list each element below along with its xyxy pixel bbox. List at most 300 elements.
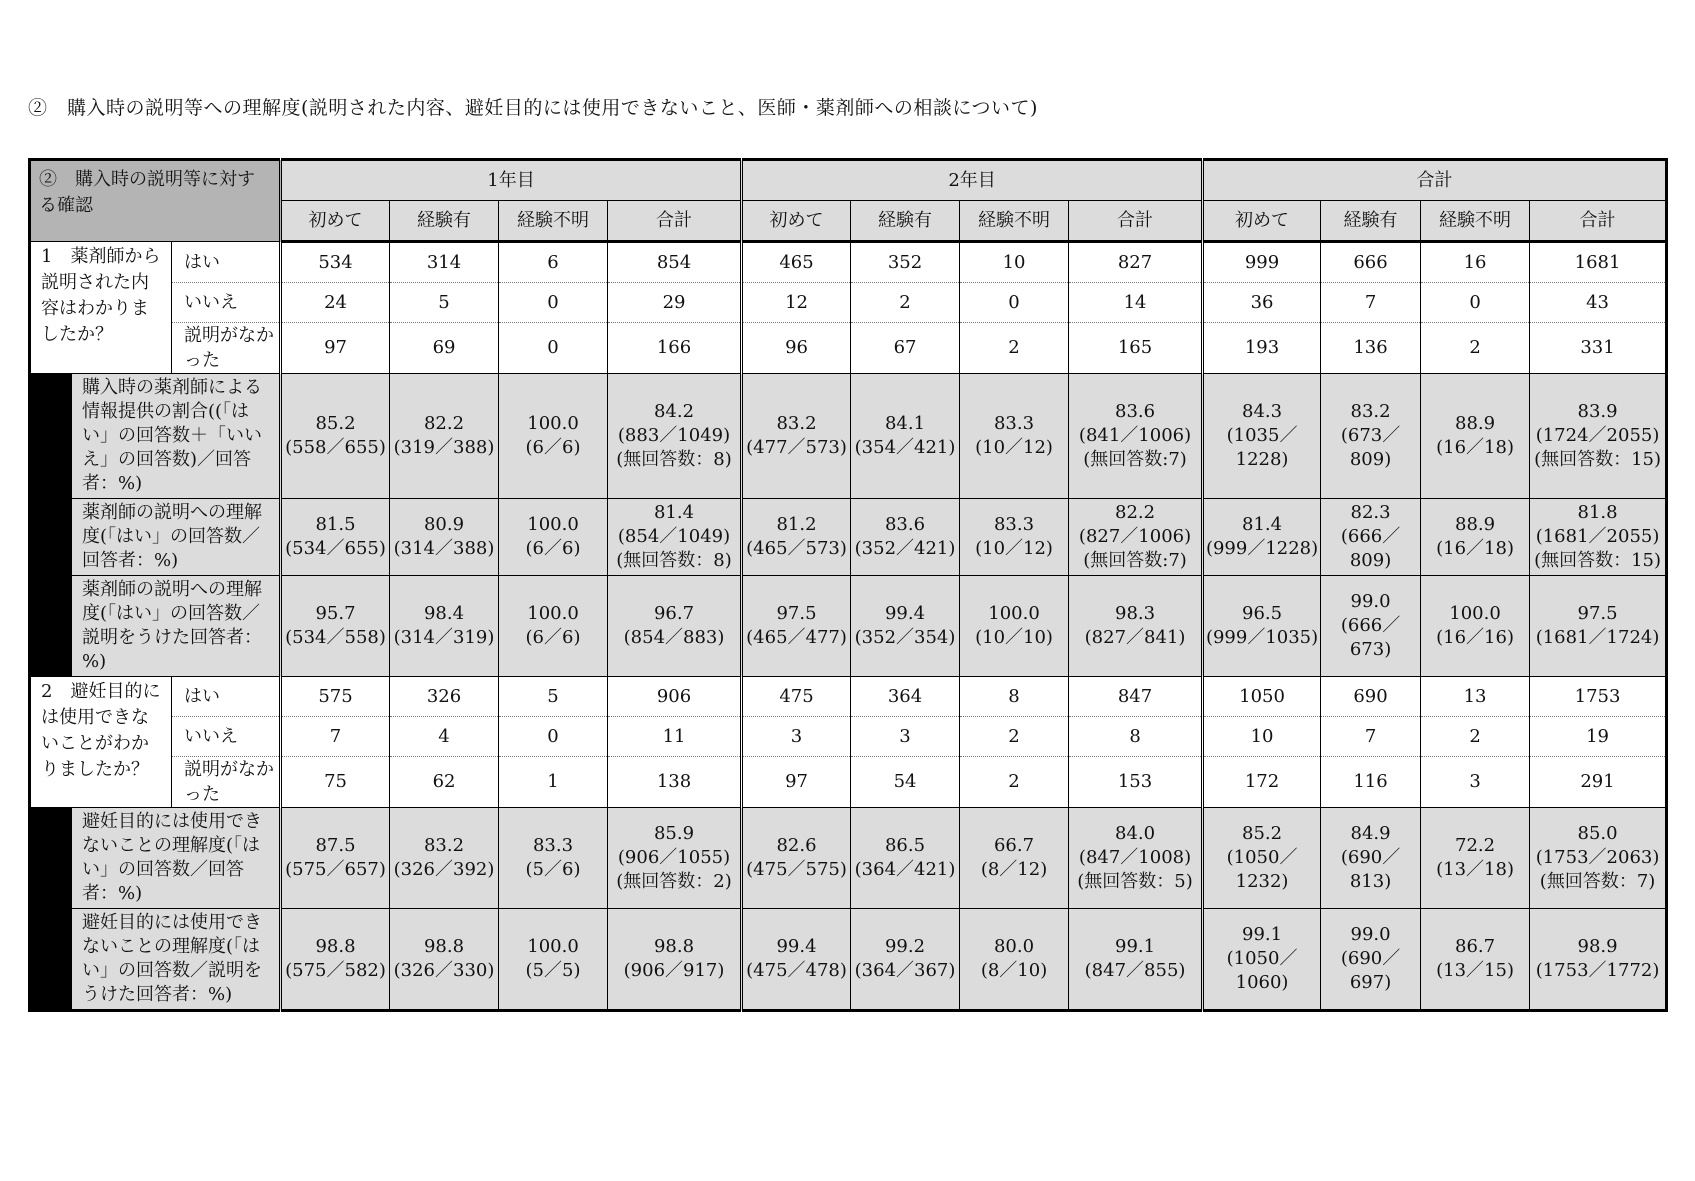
ratio-row [30, 499, 1667, 576]
sub-header: 初めて [281, 201, 390, 242]
ratio-cell [960, 808, 1069, 909]
answer-count: 13 [1421, 677, 1530, 717]
ratio-cell [608, 909, 742, 1011]
ratio-cell [499, 576, 608, 677]
sub-header: 初めて [1203, 201, 1321, 242]
ratio-cell [1530, 576, 1667, 677]
ratio-line: (1681／1724) [1535, 627, 1660, 648]
year-group-header: 1年目 [281, 160, 742, 201]
answer-count: 14 [1069, 283, 1203, 323]
sub-header: 経験有 [1321, 201, 1421, 242]
answer-count: 575 [281, 677, 390, 717]
ratio-line: 81.5 [315, 514, 356, 535]
answer-count: 19 [1530, 717, 1667, 757]
ratio-line: 72.2 [1455, 835, 1496, 856]
ratio-cell [390, 499, 499, 576]
ratio-line: 99.1 [1115, 936, 1156, 957]
answer-count: 2 [1421, 323, 1530, 374]
answer-count: 291 [1530, 757, 1667, 808]
sub-header: 経験不明 [960, 201, 1069, 242]
ratio-line: 81.4 [653, 502, 695, 523]
ratio-cell [1530, 499, 1667, 576]
answer-row [30, 242, 1667, 283]
answer-count: 96 [742, 323, 851, 374]
sub-header: 経験不明 [499, 201, 608, 242]
ratio-line: (319／388) [393, 437, 495, 458]
answer-count: 314 [390, 242, 499, 283]
ratio-line: (16／16) [1436, 627, 1514, 648]
ratio-line: (16／18) [1436, 538, 1514, 559]
answer-count: 2 [960, 757, 1069, 808]
ratio-line: (906／1055) [617, 847, 731, 868]
ratio-row [30, 374, 1667, 499]
ratio-cell [499, 374, 608, 499]
answer-count: 165 [1069, 323, 1203, 374]
ratio-line: (575／582) [285, 960, 386, 981]
results-table [28, 158, 1668, 1012]
answer-count: 465 [742, 242, 851, 283]
ratio-cell [960, 576, 1069, 677]
ratio-cell [742, 909, 851, 1011]
answer-count: 331 [1530, 323, 1667, 374]
ratio-label: 避妊目的には使用できないことの理解度(「はい」の回答数／回答者：%) [72, 808, 281, 909]
ratio-cell [1069, 808, 1203, 909]
answer-count: 827 [1069, 242, 1203, 283]
ratio-cell [1421, 576, 1530, 677]
ratio-line: (465／573) [746, 538, 847, 559]
ratio-cell [1321, 808, 1421, 909]
ratio-line: 82.2 [423, 413, 465, 434]
ratio-row [30, 808, 1667, 909]
ratio-line: (1050／1232) [1226, 847, 1298, 892]
ratio-line: (6／6) [525, 538, 581, 559]
ratio-line: (465／477) [746, 627, 847, 648]
answer-count: 6 [499, 242, 608, 283]
ratio-line: (475／575) [746, 859, 847, 880]
answer-count: 166 [608, 323, 742, 374]
answer-count: 97 [281, 323, 390, 374]
sub-header: 経験不明 [1421, 201, 1530, 242]
answer-label: いいえ [172, 283, 281, 323]
ratio-cell [1203, 576, 1321, 677]
ratio-cell [742, 576, 851, 677]
sub-header: 合計 [1530, 201, 1667, 242]
ratio-line: (1753／2063) [1535, 847, 1660, 868]
ratio-line: (364／421) [854, 859, 956, 880]
ratio-line: (5／6) [525, 859, 581, 880]
ratio-line: (1035／1228) [1226, 425, 1298, 470]
ratio-cell [1530, 909, 1667, 1011]
ratio-line: 83.3 [993, 413, 1035, 434]
ratio-cell [1321, 499, 1421, 576]
sub-header: 経験有 [390, 201, 499, 242]
ratio-cell [1321, 374, 1421, 499]
ratio-line: 97.5 [776, 603, 817, 624]
ratio-line: 81.4 [1242, 514, 1283, 535]
ratio-cell [742, 808, 851, 909]
answer-count: 10 [960, 242, 1069, 283]
answer-count: 0 [499, 283, 608, 323]
ratio-cell [851, 576, 960, 677]
ratio-line: (477／573) [746, 437, 847, 458]
ratio-cell [1203, 909, 1321, 1011]
answer-count: 1753 [1530, 677, 1667, 717]
ratio-line: (6／6) [525, 627, 581, 648]
ratio-line: 85.2 [315, 413, 356, 434]
ratio-line: 85.2 [1242, 823, 1283, 844]
ratio-cell [499, 808, 608, 909]
answer-count: 153 [1069, 757, 1203, 808]
ratio-line: (847／1008) [1078, 847, 1192, 868]
answer-count: 193 [1203, 323, 1321, 374]
ratio-line: 82.3 [1350, 502, 1391, 523]
ratio-row [30, 909, 1667, 1011]
ratio-line: 84.3 [1242, 401, 1283, 422]
ratio-line: (841／1006) [1078, 425, 1192, 446]
answer-count: 3 [851, 717, 960, 757]
ratio-line: 98.8 [315, 936, 356, 957]
answer-count: 29 [608, 283, 742, 323]
ratio-cell [1069, 576, 1203, 677]
answer-count: 475 [742, 677, 851, 717]
ratio-cell [1069, 374, 1203, 499]
ratio-line: 88.9 [1455, 514, 1496, 535]
ratio-line: (666／673) [1340, 615, 1401, 660]
ratio-line: 97.5 [1577, 603, 1618, 624]
answer-count: 847 [1069, 677, 1203, 717]
ratio-line: (10／12) [975, 437, 1053, 458]
ratio-line: 100.0 [527, 603, 579, 624]
ratio-line: (666／809) [1340, 526, 1401, 571]
ratio-cell [1203, 499, 1321, 576]
answer-count: 43 [1530, 283, 1667, 323]
ratio-cell [851, 374, 960, 499]
ratio-line: 82.6 [776, 835, 817, 856]
ratio-label: 薬剤師の説明への理解度(「はい」の回答数／説明をうけた回答者：%) [72, 576, 281, 677]
sub-header: 経験有 [851, 201, 960, 242]
ratio-cell [281, 808, 390, 909]
ratio-line: (10／10) [975, 627, 1053, 648]
ratio-line: (314／319) [393, 627, 495, 648]
ratio-line: 85.0 [1577, 823, 1618, 844]
ratio-cell [390, 808, 499, 909]
answer-count: 2 [851, 283, 960, 323]
ratio-line: (575／657) [285, 859, 386, 880]
answer-count: 999 [1203, 242, 1321, 283]
ratio-line: 83.2 [1350, 401, 1391, 422]
year-group-header: 合計 [1203, 160, 1667, 201]
answer-count: 2 [960, 717, 1069, 757]
ratio-cell [1421, 374, 1530, 499]
answer-count: 3 [1421, 757, 1530, 808]
ratio-cell [1069, 499, 1203, 576]
answer-label: はい [172, 677, 281, 717]
answer-count: 7 [281, 717, 390, 757]
ratio-line: 100.0 [988, 603, 1040, 624]
ratio-line: 100.0 [527, 413, 579, 434]
answer-count: 4 [390, 717, 499, 757]
answer-count: 0 [499, 323, 608, 374]
ratio-cell [1321, 576, 1421, 677]
ratio-line: 100.0 [1449, 603, 1501, 624]
answer-label: はい [172, 242, 281, 283]
ratio-label: 購入時の薬剤師による情報提供の割合((「はい」の回答数＋「いいえ」の回答数)／回答者：%) [72, 374, 281, 499]
ratio-line: (854／883) [623, 627, 725, 648]
answer-count: 906 [608, 677, 742, 717]
ratio-cell [608, 499, 742, 576]
ratio-cell [281, 909, 390, 1011]
ratio-cell [390, 374, 499, 499]
ratio-line: (無回答数：5) [1077, 871, 1193, 892]
ratio-line: 99.4 [776, 936, 817, 957]
ratio-line: (673／809) [1340, 425, 1401, 470]
ratio-line: (364／367) [854, 960, 956, 981]
ratio-line: 86.7 [1455, 936, 1496, 957]
ratio-line: 84.2 [653, 401, 695, 422]
answer-count: 1681 [1530, 242, 1667, 283]
answer-count: 54 [851, 757, 960, 808]
ratio-row [30, 576, 1667, 677]
answer-count: 352 [851, 242, 960, 283]
ratio-line: (352／421) [854, 538, 956, 559]
ratio-cell [499, 499, 608, 576]
ratio-line: (326／392) [393, 859, 495, 880]
ratio-line: 99.0 [1350, 591, 1391, 612]
answer-count: 2 [1421, 717, 1530, 757]
ratio-line: 83.2 [776, 413, 817, 434]
ratio-line: (8／12) [980, 859, 1048, 880]
ratio-line: (6／6) [525, 437, 581, 458]
year-group-header: 2年目 [742, 160, 1203, 201]
ratio-line: 83.2 [423, 835, 465, 856]
ratio-line: (無回答数：7) [1539, 871, 1656, 892]
ratio-line: (534／655) [285, 538, 386, 559]
ratio-line: 84.9 [1350, 823, 1391, 844]
ratio-line: 87.5 [315, 835, 356, 856]
ratio-cell [851, 808, 960, 909]
question-label: 1 薬剤師から説明された内容はわかりましたか？ [30, 242, 172, 374]
answer-count: 69 [390, 323, 499, 374]
ratio-line: (無回答数:7) [1083, 550, 1187, 571]
ratio-line: (無回答数：2) [616, 871, 732, 892]
ratio-line: 81.8 [1577, 502, 1618, 523]
answer-label: 説明がなかった [172, 757, 281, 808]
ratio-line: 100.0 [527, 514, 579, 535]
ratio-cell [1421, 909, 1530, 1011]
ratio-label: 薬剤師の説明への理解度(「はい」の回答数／回答者：%) [72, 499, 281, 576]
ratio-cell [608, 808, 742, 909]
ratio-line: 99.0 [1350, 924, 1391, 945]
answer-count: 854 [608, 242, 742, 283]
sub-header: 合計 [1069, 201, 1203, 242]
answer-row [30, 283, 1667, 323]
ratio-cell [742, 499, 851, 576]
ratio-line: (534／558) [285, 627, 386, 648]
answer-count: 136 [1321, 323, 1421, 374]
ratio-line: (314／388) [393, 538, 495, 559]
ratio-line: (13／15) [1436, 960, 1514, 981]
ratio-cell [1203, 808, 1321, 909]
ratio-line: (690／813) [1340, 847, 1401, 892]
answer-count: 364 [851, 677, 960, 717]
ratio-line: 95.7 [315, 603, 356, 624]
sub-header: 初めて [742, 201, 851, 242]
ratio-line: (13／18) [1436, 859, 1514, 880]
ratio-line: 84.0 [1115, 823, 1156, 844]
ratio-line: 83.3 [532, 835, 574, 856]
page-heading: ② 購入時の説明等への理解度(説明された内容、避妊目的には使用できないこと、医師・薬剤師への相談について) [28, 97, 1038, 119]
ratio-line: 66.7 [993, 835, 1035, 856]
answer-count: 12 [742, 283, 851, 323]
ratio-cell [851, 909, 960, 1011]
answer-count: 172 [1203, 757, 1321, 808]
ratio-cell [281, 374, 390, 499]
ratio-line: 96.7 [653, 603, 695, 624]
ratio-cell [1203, 374, 1321, 499]
ratio-line: (854／1049) [617, 526, 731, 547]
answer-count: 0 [960, 283, 1069, 323]
ratio-line: 83.6 [1115, 401, 1156, 422]
ratio-line: (827／1006) [1078, 526, 1192, 547]
ratio-line: (999／1228) [1205, 538, 1319, 559]
ratio-line: (827／841) [1084, 627, 1186, 648]
ratio-line: 82.2 [1115, 502, 1156, 523]
ratio-line: (無回答数:7) [1083, 449, 1187, 470]
ratio-line: (883／1049) [617, 425, 731, 446]
ratio-line: 98.4 [423, 603, 465, 624]
ratio-line: (8／10) [980, 960, 1048, 981]
answer-row [30, 717, 1667, 757]
ratio-side-bar [30, 374, 72, 677]
ratio-cell [1321, 909, 1421, 1011]
ratio-cell [1069, 909, 1203, 1011]
answer-count: 7 [1321, 717, 1421, 757]
ratio-line: 98.3 [1115, 603, 1156, 624]
ratio-line: (10／12) [975, 538, 1053, 559]
answer-row [30, 323, 1667, 374]
ratio-line: (無回答数：15) [1534, 449, 1662, 470]
answer-count: 24 [281, 283, 390, 323]
ratio-line: (690／697) [1340, 948, 1401, 993]
header-row-years [30, 160, 1667, 201]
ratio-line: 98.8 [423, 936, 465, 957]
ratio-line: 98.9 [1577, 936, 1618, 957]
ratio-line: (1724／2055) [1535, 425, 1660, 446]
ratio-line: (1753／1772) [1535, 960, 1660, 981]
answer-count: 75 [281, 757, 390, 808]
ratio-line: (5／5) [525, 960, 581, 981]
ratio-line: (1681／2055) [1535, 526, 1660, 547]
answer-count: 690 [1321, 677, 1421, 717]
ratio-line: 99.1 [1242, 924, 1283, 945]
ratio-cell [281, 576, 390, 677]
answer-count: 0 [1421, 283, 1530, 323]
ratio-cell [742, 374, 851, 499]
answer-count: 36 [1203, 283, 1321, 323]
ratio-line: (無回答数：15) [1534, 550, 1662, 571]
ratio-line: 98.8 [653, 936, 695, 957]
ratio-line: (352／354) [854, 627, 956, 648]
ratio-line: (558／655) [285, 437, 386, 458]
ratio-cell [851, 499, 960, 576]
answer-count: 5 [499, 677, 608, 717]
ratio-line: (16／18) [1436, 437, 1514, 458]
answer-count: 7 [1321, 283, 1421, 323]
ratio-line: 96.5 [1242, 603, 1283, 624]
ratio-line: (906／917) [623, 960, 725, 981]
ratio-line: (無回答数：8) [616, 449, 732, 470]
ratio-cell [1530, 374, 1667, 499]
answer-count: 116 [1321, 757, 1421, 808]
answer-count: 67 [851, 323, 960, 374]
answer-row [30, 677, 1667, 717]
ratio-line: (847／855) [1084, 960, 1186, 981]
ratio-line: (326／330) [393, 960, 495, 981]
ratio-line: 99.4 [884, 603, 926, 624]
answer-count: 326 [390, 677, 499, 717]
ratio-line: (354／421) [854, 437, 956, 458]
answer-count: 8 [1069, 717, 1203, 757]
ratio-line: (999／1035) [1205, 627, 1319, 648]
ratio-line: 83.3 [993, 514, 1035, 535]
ratio-line: 100.0 [527, 936, 579, 957]
ratio-line: (1050／1060) [1226, 948, 1298, 993]
ratio-label: 避妊目的には使用できないことの理解度(「はい」の回答数／説明をうけた回答者：%) [72, 909, 281, 1011]
answer-count: 16 [1421, 242, 1530, 283]
ratio-cell [960, 374, 1069, 499]
answer-count: 8 [960, 677, 1069, 717]
ratio-cell [1421, 808, 1530, 909]
answer-count: 1050 [1203, 677, 1321, 717]
answer-count: 3 [742, 717, 851, 757]
ratio-cell [1530, 808, 1667, 909]
answer-row [30, 757, 1667, 808]
question-label: 2 避妊目的には使用できないことがわかりましたか？ [30, 677, 172, 808]
answer-label: 説明がなかった [172, 323, 281, 374]
ratio-side-bar [30, 808, 72, 1011]
ratio-cell [1421, 499, 1530, 576]
ratio-cell [390, 909, 499, 1011]
ratio-line: 99.2 [884, 936, 926, 957]
answer-count: 11 [608, 717, 742, 757]
ratio-cell [390, 576, 499, 677]
ratio-line: 81.2 [776, 514, 817, 535]
ratio-line: 83.9 [1577, 401, 1618, 422]
ratio-cell [608, 576, 742, 677]
answer-count: 666 [1321, 242, 1421, 283]
answer-count: 1 [499, 757, 608, 808]
answer-count: 5 [390, 283, 499, 323]
ratio-line: 84.1 [884, 413, 926, 434]
ratio-cell [281, 499, 390, 576]
ratio-cell [960, 909, 1069, 1011]
ratio-cell [608, 374, 742, 499]
corner-label: ② 購入時の説明等に対する確認 [30, 160, 281, 242]
ratio-line: (無回答数：8) [616, 550, 732, 571]
answer-count: 97 [742, 757, 851, 808]
ratio-line: 86.5 [884, 835, 926, 856]
answer-count: 138 [608, 757, 742, 808]
ratio-line: (475／478) [746, 960, 847, 981]
ratio-line: 88.9 [1455, 413, 1496, 434]
answer-count: 10 [1203, 717, 1321, 757]
answer-count: 62 [390, 757, 499, 808]
answer-count: 0 [499, 717, 608, 757]
ratio-line: 85.9 [653, 823, 695, 844]
ratio-line: 80.0 [993, 936, 1035, 957]
ratio-line: 80.9 [423, 514, 465, 535]
answer-count: 2 [960, 323, 1069, 374]
